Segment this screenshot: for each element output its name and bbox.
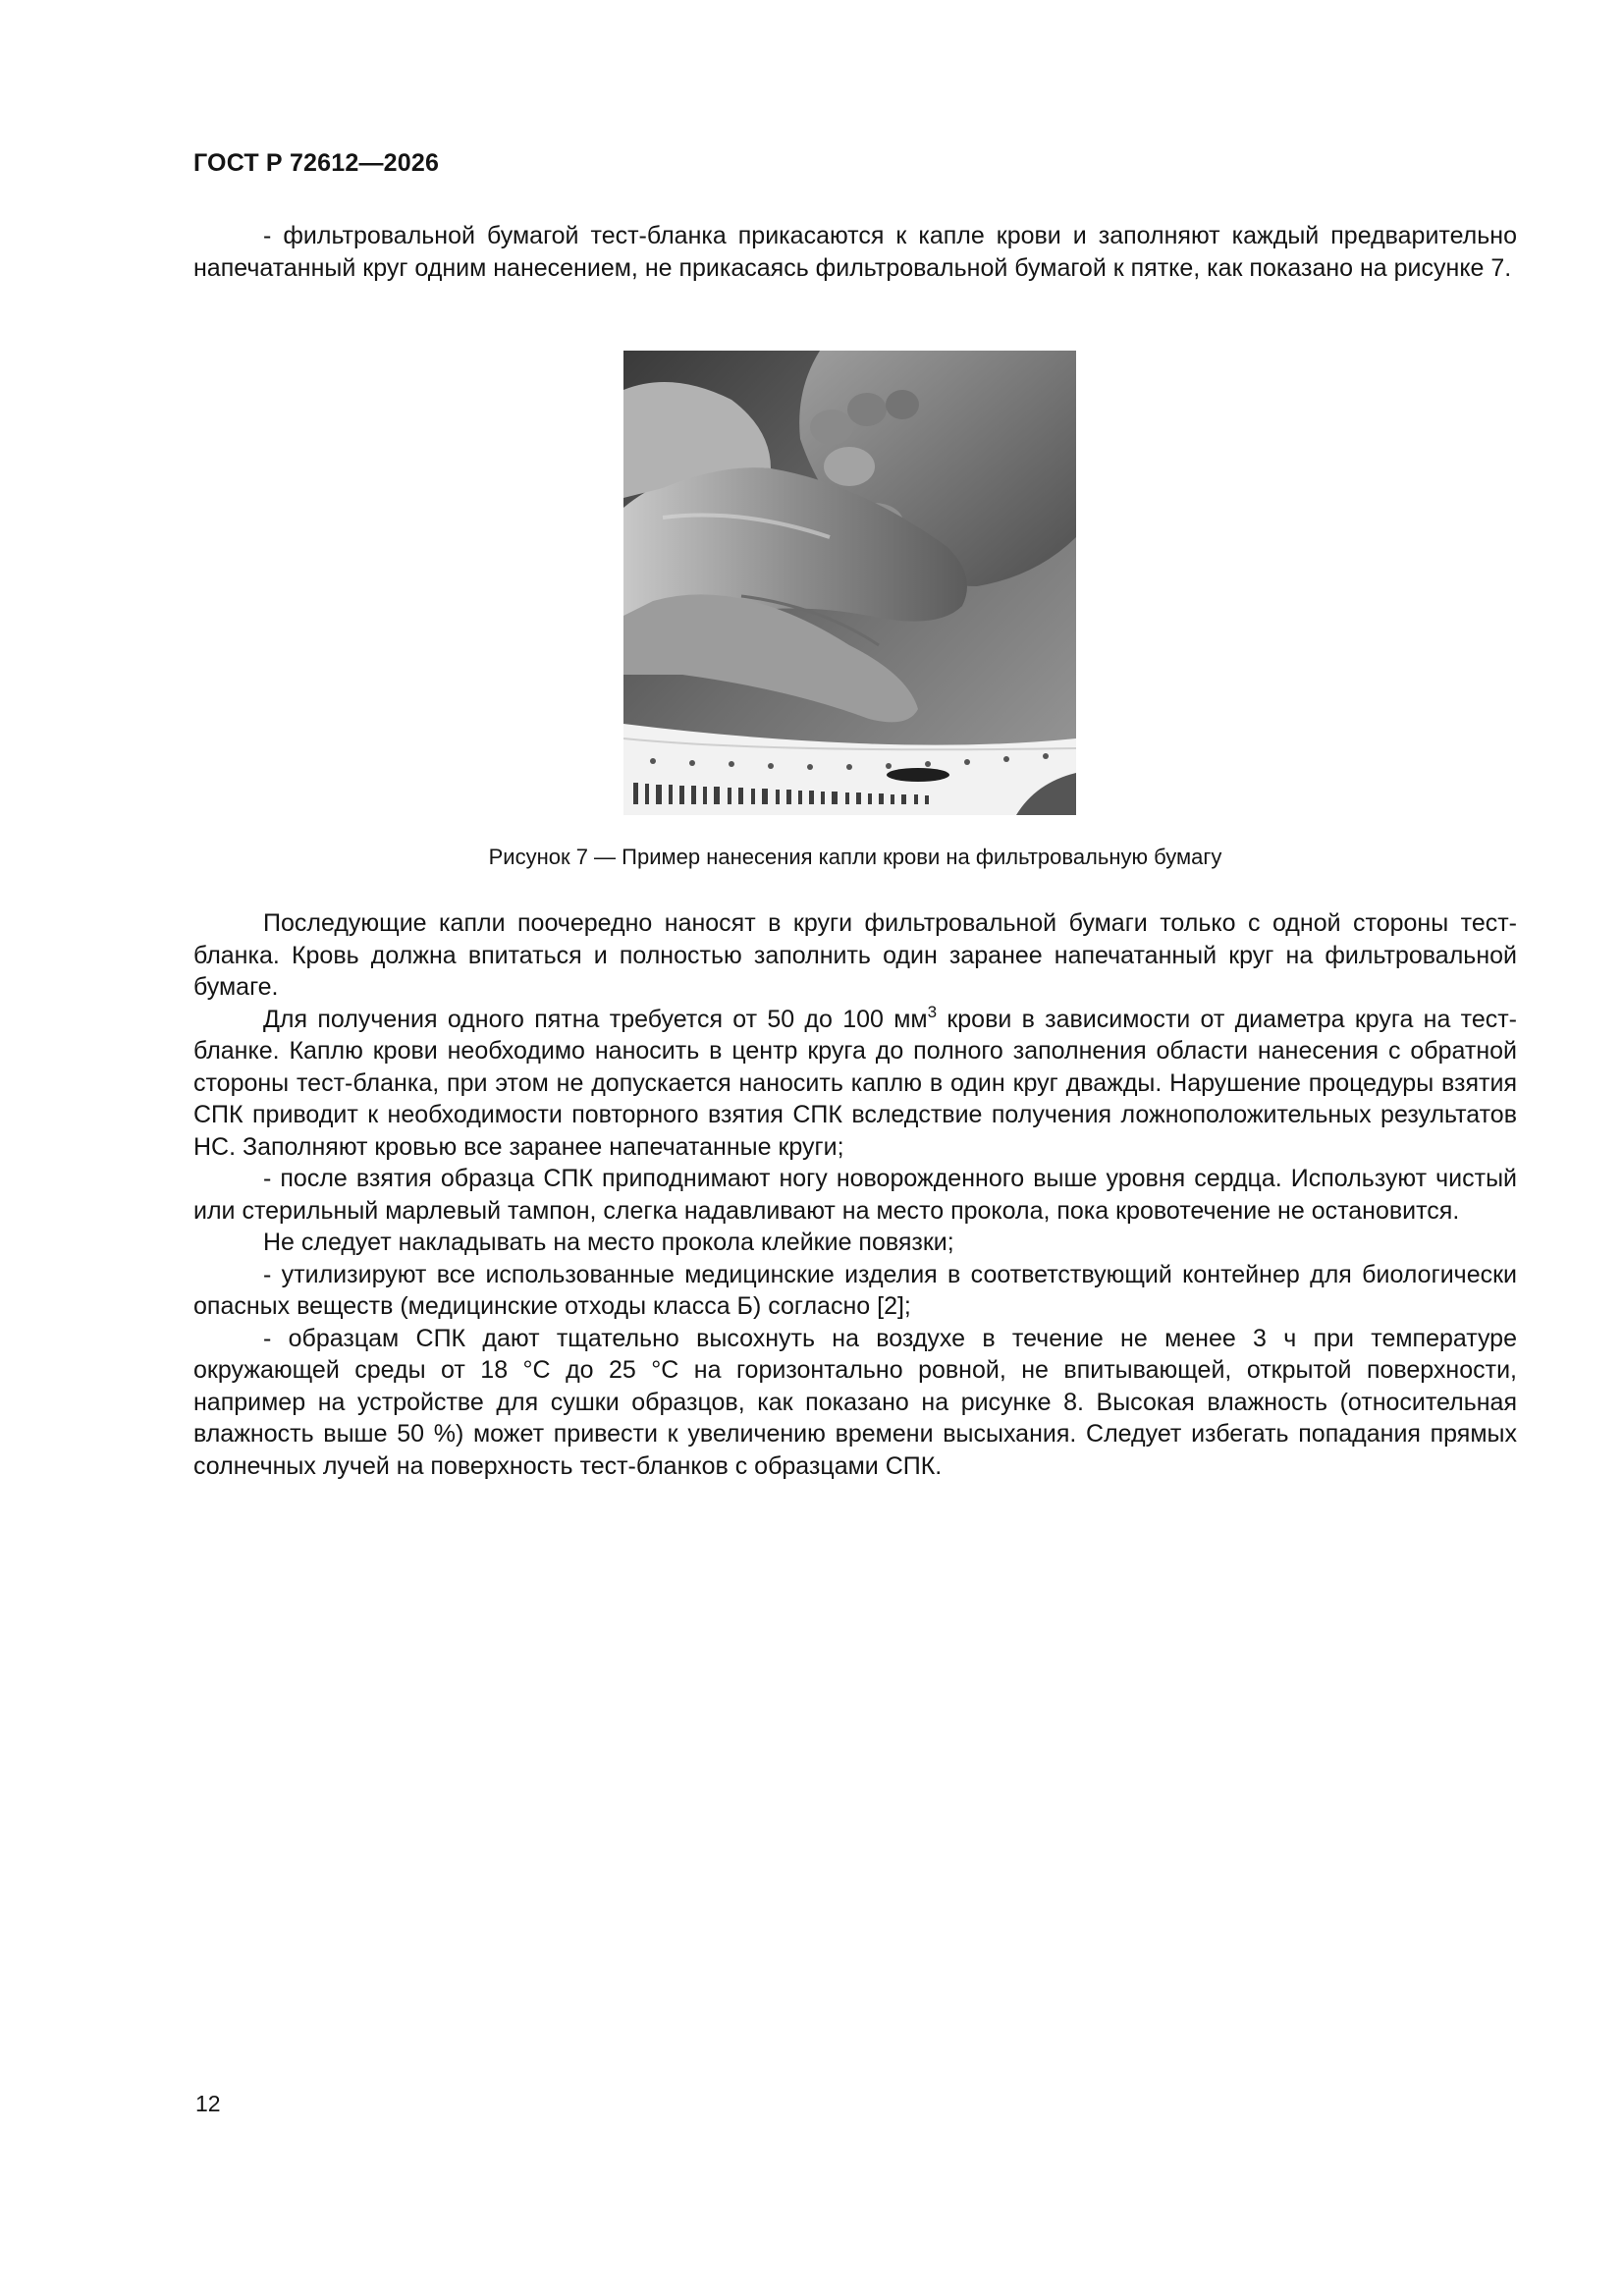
body-paragraph-2 (193, 1004, 1517, 1164)
intro-paragraph: - фильтровальной бумагой тест-бланка прикасаются к капле крови и заполняют каждый предварительно напечатанный круг одним нанесением, не прикасаясь фильтровальной бумагой к пятке, как показано на рисунке 7. (193, 222, 1517, 282)
figure-7-photo (623, 351, 1076, 815)
volume-text-start: Для получения одного пятна требуется от 50 до 100 мм (263, 1005, 928, 1033)
body-paragraph-6: - образцам СПК дают тщательно высохнуть на воздухе в течение не менее 3 ч при температуре окружающей среды от 18 °С до 25 °С на горизонтально ровной, не впитывающей, открытой поверхности, например на устройстве для сушки образцов, как показано на рисунке 8. Высокая влажность (относительная влажность выше 50 %) может привести к увеличению времени высыхания. Следует избегать попадания прямых солнечных лучей на поверхность тест-бланков с образцами СПК. (193, 1324, 1517, 1480)
body-paragraph-3: - после взятия образца СПК приподнимают ногу новорожденного выше уровня сердца. Используют чистый или стерильный марлевый тампон, слегка надавливают на место прокола, пока кровотечение не остановится. (193, 1165, 1517, 1225)
intro-section (193, 220, 1517, 284)
body-paragraph-1: Последующие капли поочередно наносят в круги фильтровальной бумаги только с одной стороны тест-бланка. Кровь должна впитаться и полностью заполнить один заранее напечатанный круг на фильтровальной бумаге. (193, 909, 1517, 1001)
body-section (193, 907, 1517, 1482)
cubic-superscript: 3 (927, 1002, 938, 1021)
figure-7-caption: Рисунок 7 — Пример нанесения капли крови на фильтровальную бумагу (488, 845, 1222, 869)
standard-header: ГОСТ Р 72612—2026 (193, 149, 440, 177)
page-number: 12 (195, 2091, 221, 2116)
body-paragraph-4: Не следует накладывать на место прокола клейкие повязки; (263, 1229, 954, 1256)
blood-drop-photo (623, 351, 1076, 815)
body-paragraph-5: - утилизируют все использованные медицинские изделия в соответствующий контейнер для биологически опасных веществ (медицинские отходы класса Б) согласно [2]; (193, 1260, 1517, 1320)
volume-text-end: крови в зависимости от диаметра круга на тест-бланке. Каплю крови необходимо наносить в центр круга до полного заполнения области нанесения с обратной стороны тест-бланка, при этом не допускается наносить каплю в один круг дважды. Нарушение процедуры взятия СПК приводит к необходимости повторного взятия СПК вследствие получения ложноположительных результатов НС. Заполняют кровью все заранее напечатанные круги; (193, 1005, 1517, 1161)
